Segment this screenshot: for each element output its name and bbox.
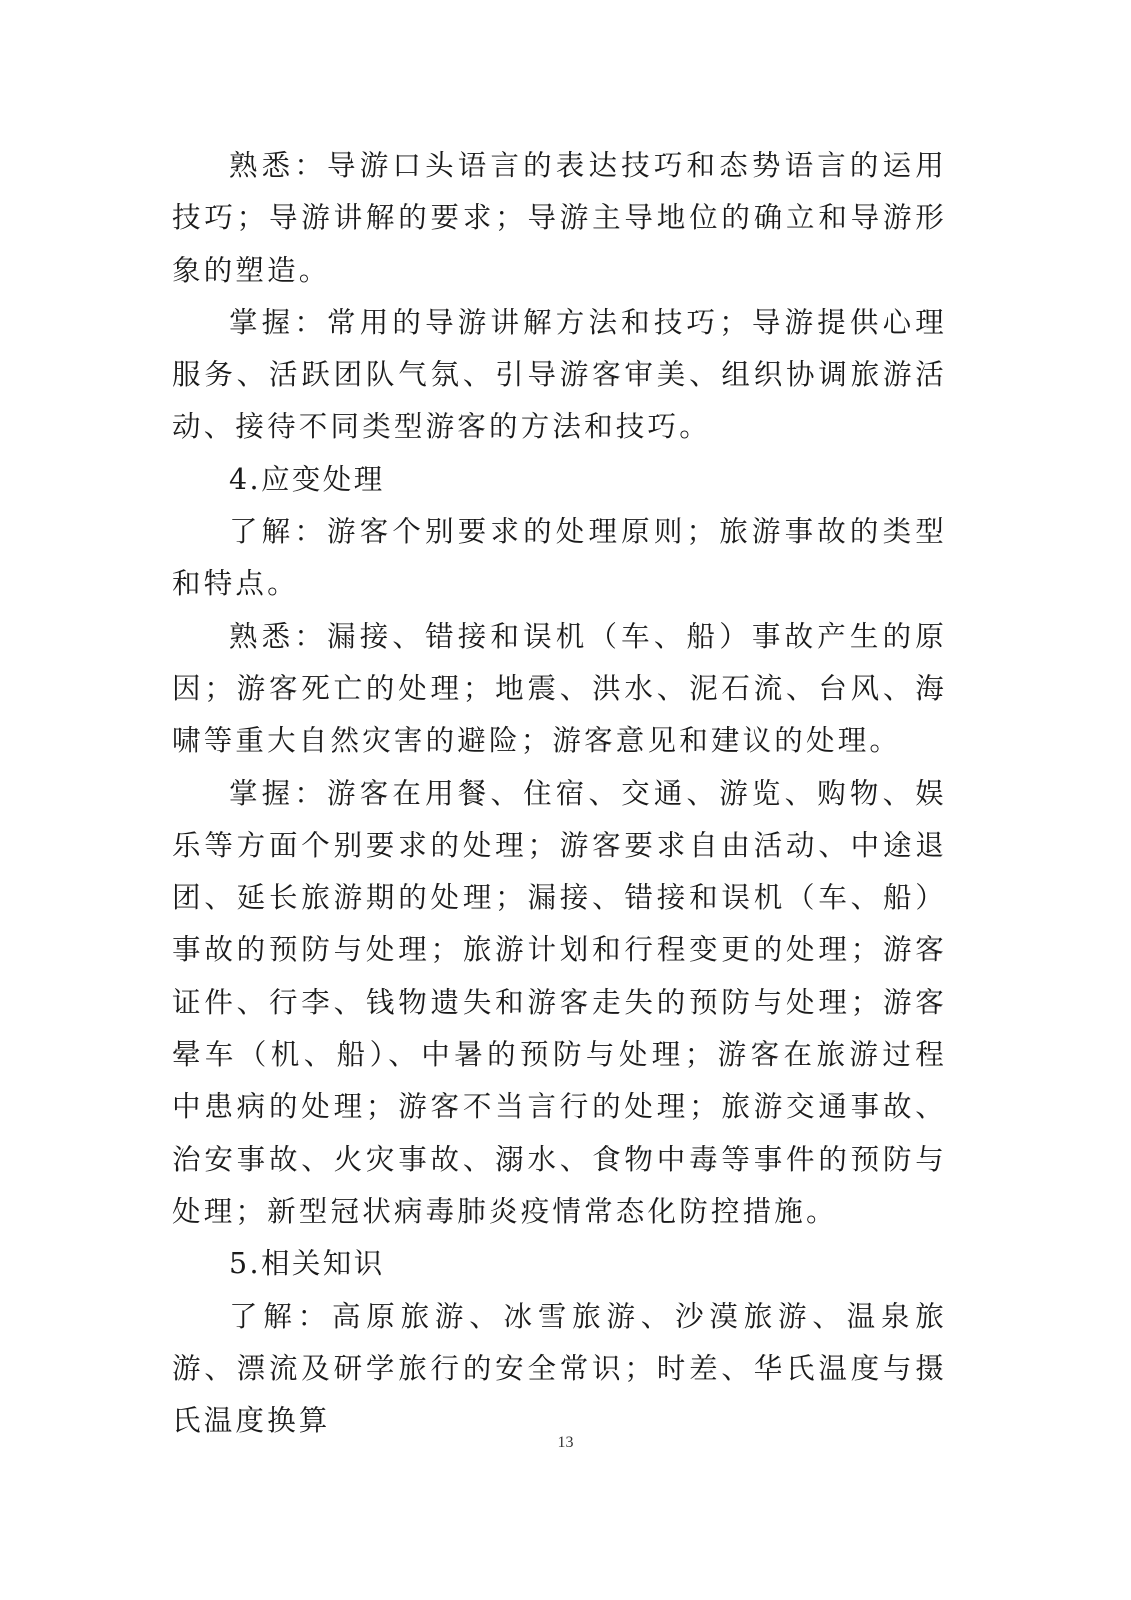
paragraph-familiar-guiding-language: 熟悉：导游口头语言的表达技巧和态势语言的运用技巧；导游讲解的要求；导游主导地位的确立和导游形象的塑造。 <box>172 149 947 287</box>
paragraph-understand-handling-principles: 了解：游客个别要求的处理原则；旅游事故的类型和特点。 <box>172 515 947 601</box>
paragraph-master-request-handling: 掌握：游客在用餐、住宿、交通、游览、购物、娱乐等方面个别要求的处理；游客要求自由活动、中途退团、延长旅游期的处理；漏接、错接和误机（车、船）事故的预防与处理；旅游计划和行程变更的处理；游客证件、行李、钱物遗失和游客走失的预防与处理；游客晕车（机、船）、中暑的预防与处理；游客在旅游过程中患病的处理；游客不当言行的处理；旅游交通事故、治安事故、火灾事故、溺水、食物中毒等事件的预防与处理；新型冠状病毒肺炎疫情常态化防控措施。 <box>172 776 947 1228</box>
paragraph-understand-safety-knowledge: 了解：高原旅游、冰雪旅游、沙漠旅游、温泉旅游、漂流及研学旅行的安全常识；时差、华氏温度与摄氏温度换算 <box>172 1299 947 1438</box>
section-heading-related-knowledge: 5.相关知识 <box>229 1247 385 1281</box>
paragraph-master-guiding-methods: 掌握：常用的导游讲解方法和技巧；导游提供心理服务、活跃团队气氛、引导游客审美、组织协调旅游活动、接待不同类型游客的方法和技巧。 <box>172 305 947 444</box>
page-body <box>172 140 947 1447</box>
page-number: 13 <box>557 1434 574 1451</box>
section-heading-emergency-handling: 4.应变处理 <box>229 462 385 496</box>
paragraph-familiar-accident-causes: 熟悉：漏接、错接和误机（车、船）事故产生的原因；游客死亡的处理；地震、洪水、泥石流、台风、海啸等重大自然灾害的避险；游客意见和建议的处理。 <box>172 619 947 758</box>
